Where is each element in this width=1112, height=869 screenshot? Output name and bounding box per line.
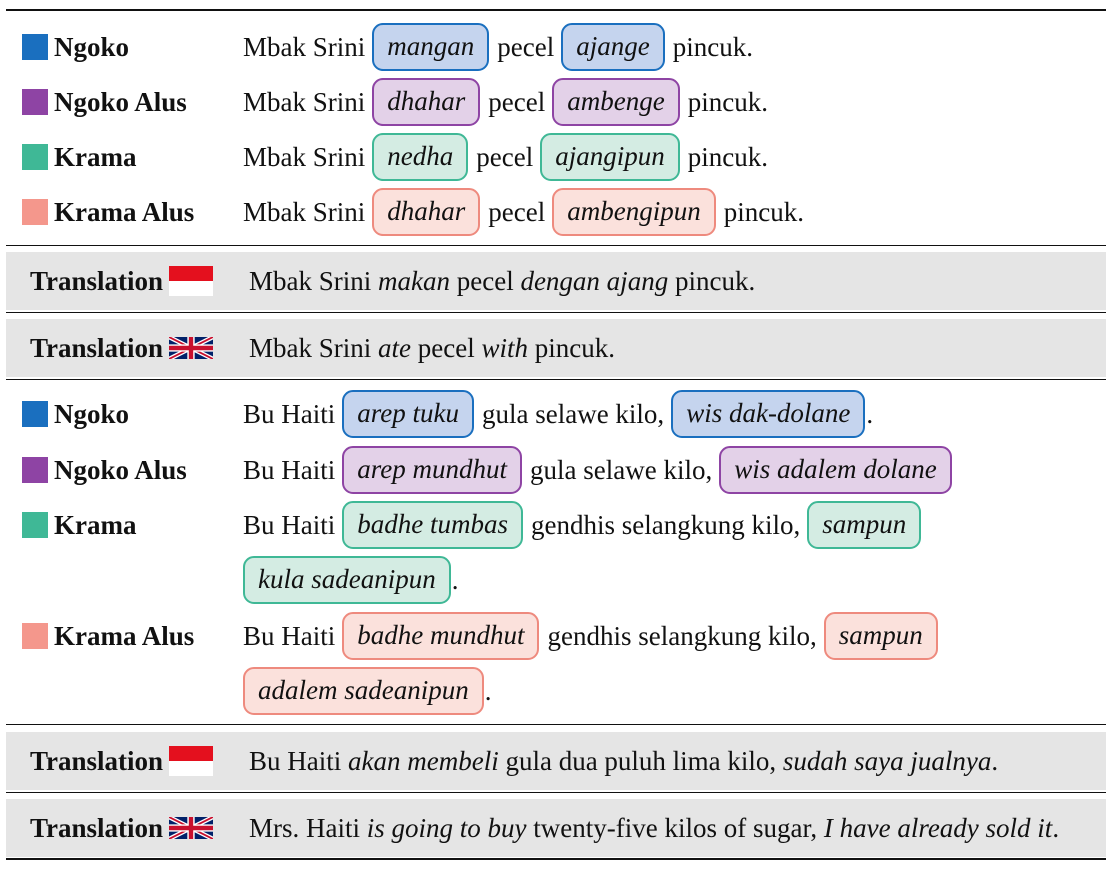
highlight-word: ajangipun bbox=[540, 133, 680, 181]
sentence: Mbak Srini mangan pecel ajange pincuk. bbox=[243, 22, 753, 72]
translation-band-en bbox=[6, 319, 1106, 377]
highlight-word: kula sadeanipun bbox=[243, 556, 451, 604]
highlight-word: badhe tumbas bbox=[342, 501, 523, 549]
translation-label: Translation bbox=[30, 252, 213, 310]
uk-flag-icon bbox=[169, 814, 213, 842]
highlight-word: sampun bbox=[807, 501, 921, 549]
register-label: Krama bbox=[22, 500, 136, 550]
highlight-word: dhahar bbox=[372, 78, 480, 126]
highlight-word: arep tuku bbox=[342, 390, 474, 438]
highlight-word: ambenge bbox=[552, 78, 679, 126]
ngoko-alus-swatch-icon bbox=[22, 457, 48, 483]
translation-label: Translation bbox=[30, 799, 213, 857]
uk-flag-icon bbox=[169, 334, 213, 362]
ex2-row-krama bbox=[22, 500, 1102, 550]
indonesia-flag-icon bbox=[169, 266, 213, 296]
ex2-row-krama-alus-cont bbox=[22, 666, 1102, 716]
translation-text: Mbak Srini makan pecel dengan ajang pincuk. bbox=[249, 265, 756, 296]
ex2-row-ngoko-alus bbox=[22, 445, 1102, 495]
sentence: Bu Haiti arep tuku gula selawe kilo, wis dak-dolane . bbox=[243, 389, 873, 439]
top-rule bbox=[6, 9, 1106, 11]
sentence: Mbak Srini dhahar pecel ambengipun pincuk. bbox=[243, 187, 804, 237]
sentence: Mbak Srini nedha pecel ajangipun pincuk. bbox=[243, 132, 768, 182]
indonesia-flag-icon bbox=[169, 746, 213, 776]
register-label: Krama Alus bbox=[22, 187, 194, 237]
sentence: Bu Haiti badhe tumbas gendhis selangkung kilo, sampun bbox=[243, 500, 929, 550]
highlight-word: arep mundhut bbox=[342, 446, 522, 494]
ex2-row-ngoko bbox=[22, 389, 1102, 439]
register-label: Krama bbox=[22, 132, 136, 182]
highlight-word: badhe mundhut bbox=[342, 612, 539, 660]
sentence-continuation: kula sadeanipun . bbox=[243, 555, 458, 605]
translation-label: Translation bbox=[30, 319, 213, 377]
translation-text: Mbak Srini ate pecel with pincuk. bbox=[249, 332, 615, 363]
register-label: Ngoko Alus bbox=[22, 445, 187, 495]
translation-text: Mrs. Haiti is going to buy twenty-five kilos of sugar, I have already sold it . bbox=[249, 812, 1060, 843]
sentence: Mbak Srini dhahar pecel ambenge pincuk. bbox=[243, 77, 768, 127]
highlight-word: ajange bbox=[561, 23, 665, 71]
register-label: Ngoko bbox=[22, 22, 129, 72]
ex1-row-krama-alus bbox=[22, 187, 1102, 237]
krama-swatch-icon bbox=[22, 144, 48, 170]
krama-swatch-icon bbox=[22, 512, 48, 538]
ex2-row-krama-alus bbox=[22, 611, 1102, 661]
sentence-continuation: adalem sadeanipun . bbox=[243, 666, 491, 716]
ngoko-alus-swatch-icon bbox=[22, 89, 48, 115]
sentence: Bu Haiti badhe mundhut gendhis selangkung kilo, sampun bbox=[243, 611, 946, 661]
highlight-word: mangan bbox=[372, 23, 489, 71]
ex1-row-krama bbox=[22, 132, 1102, 182]
ex1-row-ngoko-alus bbox=[22, 77, 1102, 127]
highlight-word: wis dak-dolane bbox=[671, 390, 865, 438]
divider bbox=[6, 792, 1106, 793]
bottom-rule bbox=[6, 858, 1106, 860]
translation-band-id bbox=[6, 252, 1106, 310]
register-label: Ngoko Alus bbox=[22, 77, 187, 127]
highlight-word: dhahar bbox=[372, 188, 480, 236]
ngoko-swatch-icon bbox=[22, 401, 48, 427]
divider bbox=[6, 312, 1106, 313]
register-label: Ngoko bbox=[22, 389, 129, 439]
sentence: Bu Haiti arep mundhut gula selawe kilo, wis adalem dolane bbox=[243, 445, 953, 495]
ex1-row-ngoko bbox=[22, 22, 1102, 72]
ex2-row-krama-cont bbox=[22, 555, 1102, 605]
divider bbox=[6, 724, 1106, 725]
translation-text: Bu Haiti akan membeli gula dua puluh lima kilo, sudah saya jualnya . bbox=[249, 745, 999, 776]
highlight-word: ambengipun bbox=[552, 188, 715, 236]
divider bbox=[6, 245, 1106, 246]
highlight-word: wis adalem dolane bbox=[719, 446, 952, 494]
translation-label: Translation bbox=[30, 732, 213, 790]
highlight-word: sampun bbox=[824, 612, 938, 660]
krama-alus-swatch-icon bbox=[22, 623, 48, 649]
highlight-word: nedha bbox=[372, 133, 468, 181]
translation-band-en bbox=[6, 799, 1106, 857]
ngoko-swatch-icon bbox=[22, 34, 48, 60]
divider bbox=[6, 379, 1106, 380]
krama-alus-swatch-icon bbox=[22, 199, 48, 225]
translation-band-id bbox=[6, 732, 1106, 790]
highlight-word: adalem sadeanipun bbox=[243, 667, 484, 715]
register-label: Krama Alus bbox=[22, 611, 194, 661]
